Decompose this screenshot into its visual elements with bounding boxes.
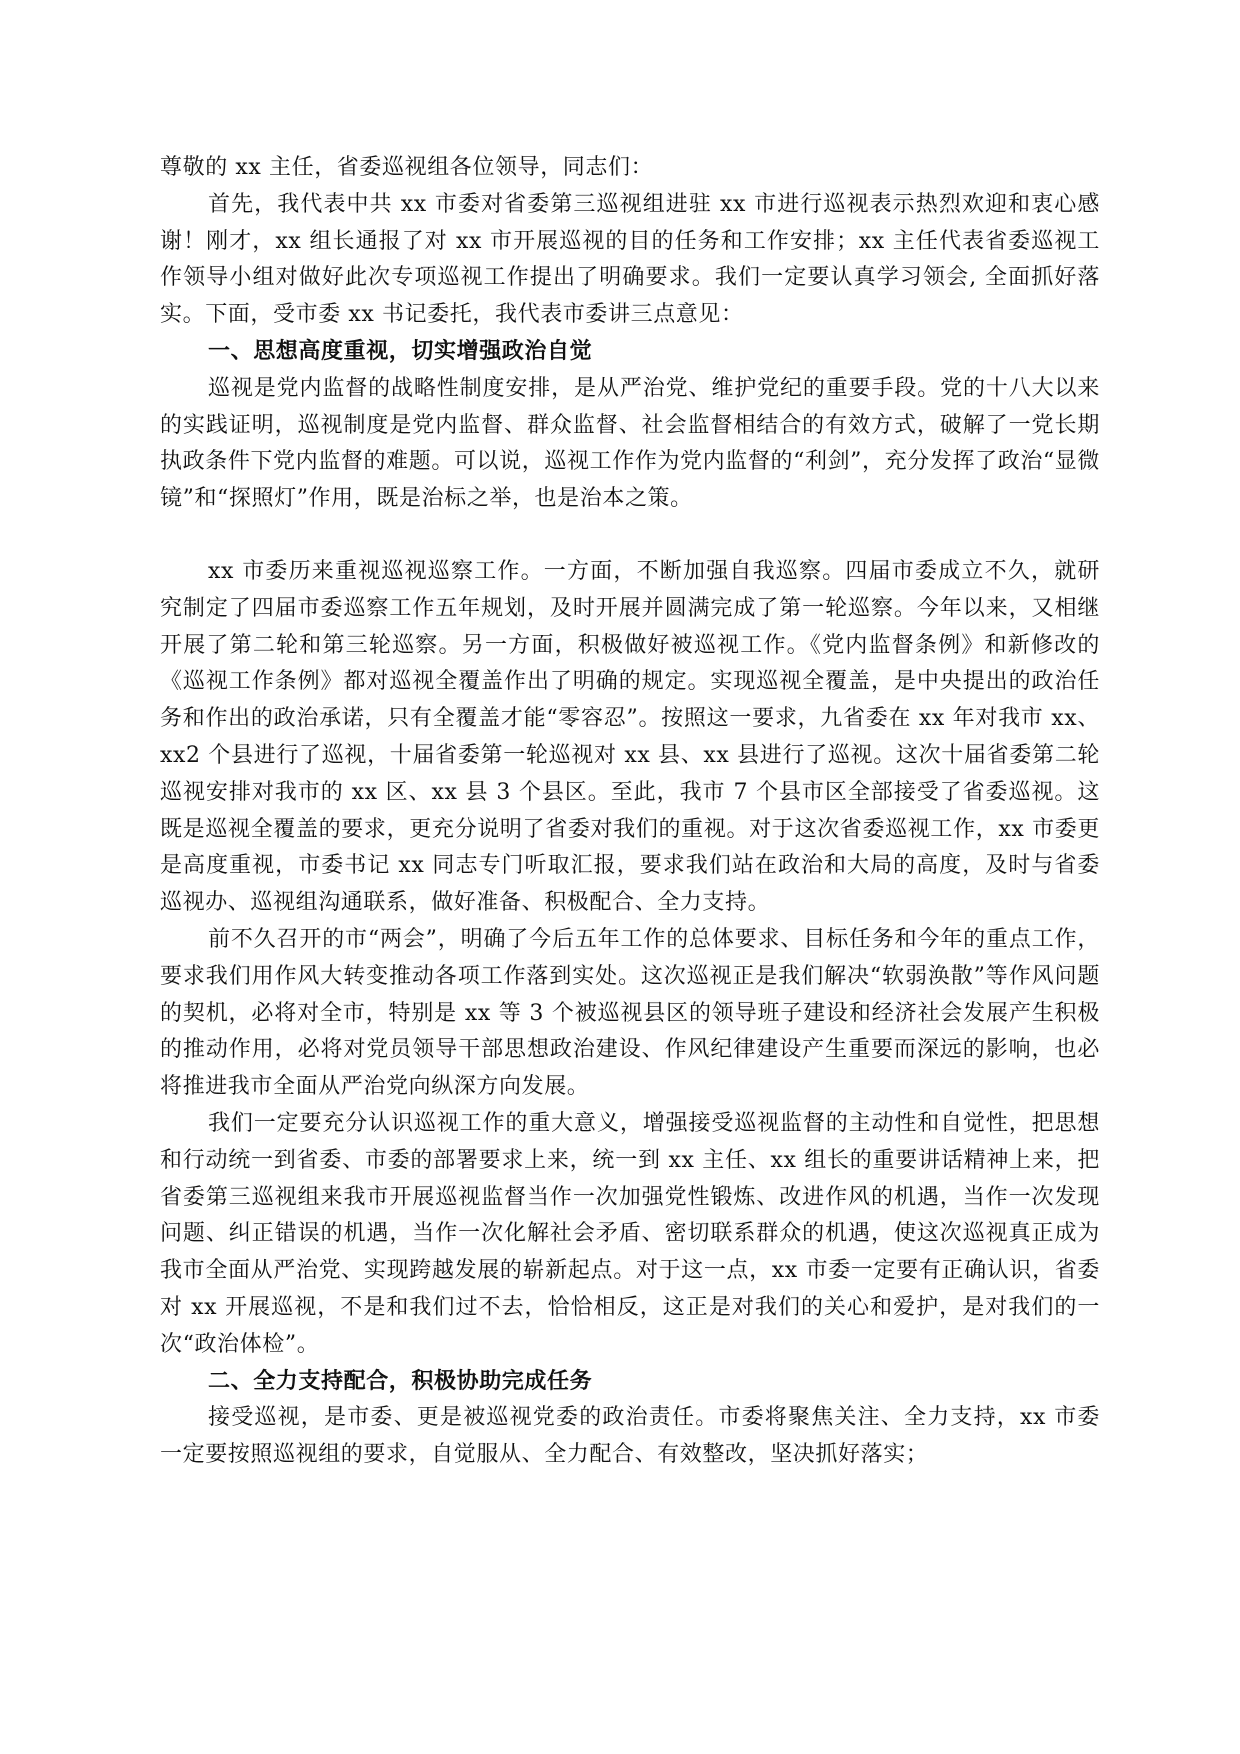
salutation: 尊敬的 xx 主任，省委巡视组各位领导，同志们： xyxy=(160,155,654,180)
opening-paragraph: 首先，我代表中共 xx 市委对省委第三巡视组进驻 xx 市进行巡视表示热烈欢迎和衷心感谢！刚才，xx 组长通报了对 xx 市开展巡视的目的任务和工作安排；xx 主任代表省委巡视工作领导小组对做好此次专项巡视工作提出了明确要求。我们一定要认真学习领会, 全面抓好落实。下面，受市委 xx 书记委托，我代表市委讲三点意见： xyxy=(160,191,1100,328)
document-page xyxy=(160,150,1100,1474)
paragraph-city-committee-work: xx 市委历来重视巡视巡察工作。一方面，不断加强自我巡察。四届市委成立不久，就研究制定了四届市委巡察工作五年规划，及时开展并圆满完成了第一轮巡察。今年以来，又相继开展了第二轮和第三轮巡察。另一方面，积极做好被巡视工作。《党内监督条例》和新修改的《巡视工作条例》都对巡视全覆盖作出了明确的规定。实现巡视全覆盖，是中央提出的政治任务和作出的政治承诺，只有全覆盖才能“零容忍”。按照这一要求，九省委在 xx 年对我市 xx、xx2 个县进行了巡视，十届省委第一轮巡视对 xx 县、xx 县进行了巡视。这次十届省委第二轮巡视安排对我市的 xx 区、xx 县 3 个县区。至此，我市 7 个县市区全部接受了省委巡视。这既是巡视全覆盖的要求，更充分说明了省委对我们的重视。对于这次省委巡视工作，xx 市委更是高度重视，市委书记 xx 同志专门听取汇报，要求我们站在政治和大局的高度，及时与省委巡视办、巡视组沟通联系，做好准备、积极配合、全力支持。 xyxy=(160,558,1100,916)
paragraph-awareness: 我们一定要充分认识巡视工作的重大意义，增强接受巡视监督的主动性和自觉性，把思想和行动统一到省委、市委的部署要求上来，统一到 xx 主任、xx 组长的重要讲话精神上来，把省委第三巡视组来我市开展巡视监督当作一次加强党性锻炼、改进作风的机遇，当作一次发现问题、纠正错误的机遇，当作一次化解社会矛盾、密切联系群众的机遇，使这次巡视真正成为我市全面从严治党、实现跨越发展的崭新起点。对于这一点，xx 市委一定要有正确认识，省委对 xx 开展巡视，不是和我们过不去，恰恰相反，这正是对我们的关心和爱护，是对我们的一次“政治体检”。 xyxy=(160,1110,1100,1357)
paragraph-inspection-significance: 巡视是党内监督的战略性制度安排，是从严治党、维护党纪的重要手段。党的十八大以来的实践证明，巡视制度是党内监督、群众监督、社会监督相结合的有效方式，破解了一党长期执政条件下党内监督的难题。可以说，巡视工作作为党内监督的“利剑”，充分发挥了政治“显微镜”和“探照灯”作用，既是治标之举，也是治本之策。 xyxy=(160,375,1100,512)
section-heading-1: 一、思想高度重视，切实增强政治自觉 xyxy=(208,338,593,364)
paragraph-support: 接受巡视，是市委、更是被巡视党委的政治责任。市委将聚焦关注、全力支持，xx 市委一定要按照巡视组的要求，自觉服从、全力配合、有效整改，坚决抓好落实； xyxy=(160,1405,1100,1468)
paragraph-gap xyxy=(160,518,1100,554)
paragraph-two-sessions: 前不久召开的市“两会”，明确了今后五年工作的总体要求、目标任务和今年的重点工作，要求我们用作风大转变推动各项工作落到实处。这次巡视正是我们解决“软弱涣散”等作风问题的契机，必将对全市，特别是 xx 等 3 个被巡视县区的领导班子建设和经济社会发展产生积极的推动作用，必将对党员领导干部思想政治建设、作风纪律建设产生重要而深远的影响，也必将推进我市全面从严治党向纵深方向发展。 xyxy=(160,926,1100,1100)
section-heading-2: 二、全力支持配合，积极协助完成任务 xyxy=(208,1368,593,1394)
